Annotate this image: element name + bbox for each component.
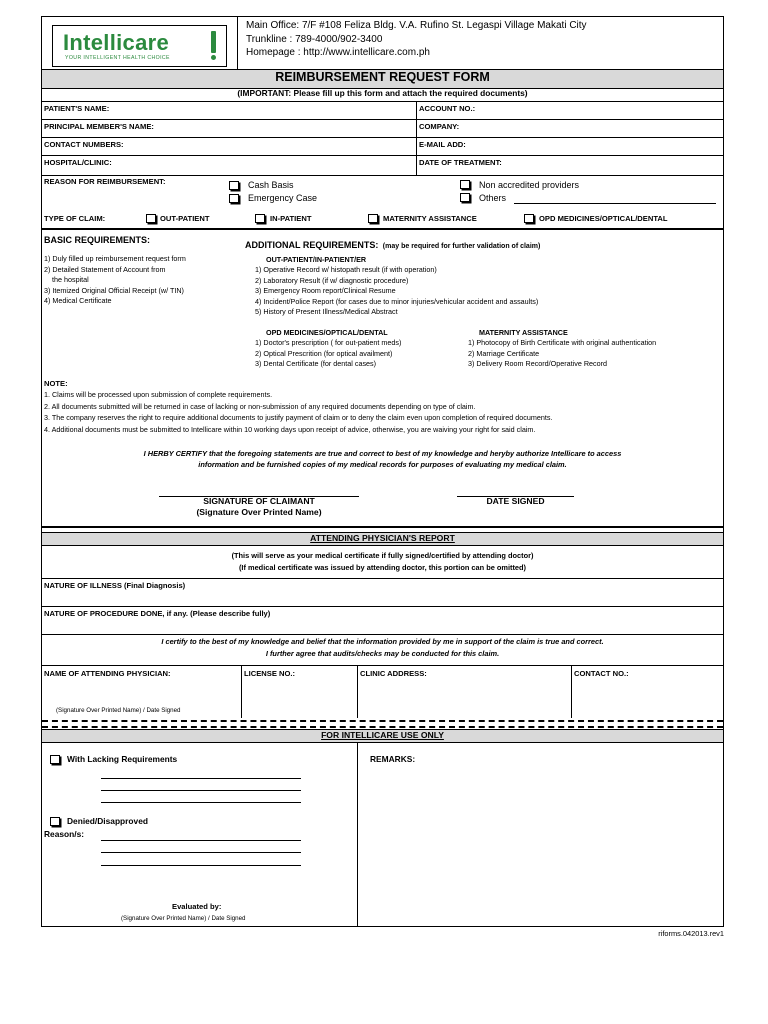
- main-office: Main Office: 7/F #108 Feliza Bldg. V.A. Rufino St. Legaspi Village Makati City: [246, 20, 587, 31]
- remarks-field[interactable]: REMARKS:: [370, 754, 416, 764]
- license-no-field[interactable]: LICENSE NO.:: [244, 669, 296, 678]
- outpatient-item: 4) Incident/Police Report (for cases due to minor injuries/vehicular accident and assaults): [255, 296, 539, 306]
- reasons-label: Reason/s:: [44, 829, 85, 839]
- hospital-clinic-field[interactable]: HOSPITAL/CLINIC:: [44, 158, 112, 167]
- others-checkbox[interactable]: [460, 193, 470, 202]
- evaluated-by-label: Evaluated by:: [172, 902, 222, 911]
- intellicare-logo: [52, 25, 227, 67]
- reason-line[interactable]: [101, 865, 301, 866]
- physician-signature-caption: (Signature Over Printed Name) / Date Signed: [56, 707, 181, 714]
- physician-report-notes: (This will serve as your medical certificate if fully signed/certified by attending doctor) (If medical certificate was issued by attending doctor, this portion can be omitted): [231, 551, 534, 572]
- basic-item: the hospital: [44, 275, 89, 284]
- logo-mark-icon: [211, 31, 216, 53]
- maternity-item: 1) Photocopy of Birth Certificate with original authentication: [468, 338, 657, 347]
- emergency-case-checkbox[interactable]: [229, 194, 239, 203]
- cut-line: [42, 726, 723, 728]
- basic-item: 3) Itemized Original Official Receipt (w/ TIN): [44, 285, 184, 295]
- out-patient-checkbox[interactable]: [146, 214, 156, 223]
- reason-label: REASON FOR REIMBURSEMENT:: [44, 177, 166, 186]
- lacking-requirements-label: With Lacking Requirements: [67, 754, 178, 764]
- nature-of-illness-field[interactable]: NATURE OF ILLNESS (Final Diagnosis): [44, 581, 186, 590]
- trunkline: Trunkline : 789-4000/902-3400: [246, 33, 383, 45]
- note-item: 3. The company reserves the right to require additional documents to justify payment of claim or to deny the claim even upon completion of required documents.: [44, 413, 553, 422]
- maternity-item: 3) Delivery Room Record/Operative Record: [468, 359, 608, 368]
- principal-member-field[interactable]: PRINCIPAL MEMBER'S NAME:: [44, 122, 154, 131]
- lacking-line[interactable]: [101, 790, 301, 791]
- others-label: Others: [479, 193, 507, 203]
- note-item: 1. Claims will be processed upon submission of complete requirements.: [44, 390, 273, 399]
- cash-basis-checkbox[interactable]: [229, 181, 239, 190]
- opd-item: 3) Dental Certificate (for dental cases): [255, 359, 377, 368]
- lacking-line[interactable]: [101, 778, 301, 779]
- type-of-claim-label: TYPE OF CLAIM:: [44, 214, 106, 223]
- note-item: 4. Additional documents must be submitted to Intellicare within 10 working days upon receipt of advice, otherwise, you are waiving your right for said claim.: [44, 424, 536, 434]
- contact-numbers-field[interactable]: CONTACT NUMBERS:: [44, 140, 124, 149]
- email-field[interactable]: E-MAIL ADD:: [419, 140, 466, 149]
- certification-statement: I HERBY CERTIFY that the foregoing statements are true and correct to best of my knowledge and heryby authorize Intellicare to access information and be furnished copies of my medical records for purposes of evaluating my medical claim.: [143, 449, 622, 469]
- claimant-signature: SIGNATURE OF CLAIMANT (Signature Over Printed Name): [196, 496, 322, 517]
- basic-requirements-heading: BASIC REQUIREMENTS:: [44, 235, 151, 245]
- homepage-link[interactable]: Homepage : http://www.intellicare.com.ph: [246, 47, 430, 58]
- opd-item: 2) Optical Prescrition (for optical availment): [255, 348, 393, 358]
- date-of-treatment-field[interactable]: DATE OF TREATMENT:: [419, 158, 502, 167]
- maternity-label: MATERNITY ASSISTANCE: [383, 214, 477, 223]
- note-heading: NOTE:: [44, 379, 68, 388]
- important-note: (IMPORTANT: Please fill up this form and attach the required documents): [237, 88, 528, 98]
- form-title: REIMBURSEMENT REQUEST FORM: [275, 70, 490, 84]
- date-signed-label: DATE SIGNED: [486, 496, 545, 506]
- patient-name-field[interactable]: PATIENT'S NAME:: [44, 104, 110, 113]
- account-no-field[interactable]: ACCOUNT NO.:: [419, 104, 476, 113]
- physician-certification: I certify to the best of my knowledge and belief that the information provided by me in support of the claim is true and correct. I further agree that audits/checks may be conducted for this claim.: [161, 637, 604, 658]
- outpatient-item: 1) Operative Record w/ histopath result (if with operation): [255, 265, 437, 274]
- header-address: [246, 19, 587, 60]
- opd-heading: OPD MEDICINES/OPTICAL/DENTAL: [266, 328, 388, 337]
- in-patient-label: IN-PATIENT: [270, 214, 312, 223]
- cut-line: [42, 720, 723, 722]
- outpatient-heading: OUT-PATIENT/IN-PATIENT/ER: [266, 255, 367, 264]
- opd-checkbox[interactable]: [524, 214, 534, 223]
- basic-item: 2) Detailed Statement of Account from: [44, 264, 166, 274]
- additional-requirements-note: (may be required for further validation of claim): [382, 243, 541, 250]
- physician-name-field[interactable]: NAME OF ATTENDING PHYSICIAN:: [44, 669, 171, 678]
- non-accredited-checkbox[interactable]: [460, 180, 470, 189]
- reason-line[interactable]: [101, 852, 301, 853]
- in-patient-checkbox[interactable]: [255, 214, 265, 223]
- evaluator-signature-caption: (Signature Over Printed Name) / Date Signed: [121, 915, 246, 922]
- physician-report-heading: ATTENDING PHYSICIAN'S REPORT: [310, 533, 455, 543]
- denied-label: Denied/Disapproved: [67, 816, 148, 826]
- emergency-case-label: Emergency Case: [248, 193, 318, 203]
- company-field[interactable]: COMPANY:: [419, 122, 460, 131]
- maternity-item: 2) Marriage Certificate: [468, 348, 540, 358]
- additional-requirements-header: [245, 235, 540, 253]
- outpatient-item: 3) Emergency Room report/Clinical Resume: [255, 286, 396, 295]
- opd-item: 1) Doctor's prescription ( for out-patient meds): [255, 338, 402, 347]
- maternity-checkbox[interactable]: [368, 214, 378, 223]
- logo-dot-icon: [211, 55, 216, 60]
- lacking-line[interactable]: [101, 802, 301, 803]
- logo-tagline: YOUR INTELLIGENT HEALTH CHOICE: [65, 55, 170, 61]
- outpatient-item: 5) History of Present Illness/Medical Abstract: [255, 307, 398, 316]
- reimbursement-form: [41, 16, 724, 927]
- outpatient-item: 2) Laboratory Result (if w/ diagnostic procedure): [255, 275, 409, 285]
- maternity-heading: MATERNITY ASSISTANCE: [479, 328, 568, 337]
- opd-label: OPD MEDICINES/OPTICAL/DENTAL: [539, 214, 668, 223]
- nature-of-procedure-field[interactable]: NATURE OF PROCEDURE DONE, if any. (Please describe fully): [44, 609, 271, 618]
- others-line[interactable]: [514, 203, 716, 204]
- out-patient-label: OUT-PATIENT: [160, 214, 210, 223]
- form-code: riforms.042013.rev1: [658, 929, 724, 938]
- lacking-requirements-checkbox[interactable]: [50, 755, 60, 764]
- office-use-heading: FOR INTELLICARE USE ONLY: [321, 730, 444, 740]
- non-accredited-label: Non accredited providers: [479, 180, 580, 190]
- clinic-address-field[interactable]: CLINIC ADDRESS:: [360, 669, 427, 678]
- additional-requirements-heading: ADDITIONAL REQUIREMENTS:: [245, 240, 379, 250]
- cash-basis-label: Cash Basis: [248, 180, 294, 190]
- denied-checkbox[interactable]: [50, 817, 60, 826]
- basic-item: 4) Medical Certificate: [44, 296, 112, 305]
- note-item: 2. All documents submitted will be returned in case of lacking or non-submission of any required documents depending on type of claim.: [44, 401, 476, 411]
- basic-item: 1) Duly filled up reimbursement request form: [44, 254, 186, 263]
- reason-line[interactable]: [101, 840, 301, 841]
- physician-contact-field[interactable]: CONTACT NO.:: [574, 669, 629, 678]
- logo-wordmark: Intellicare: [63, 30, 170, 55]
